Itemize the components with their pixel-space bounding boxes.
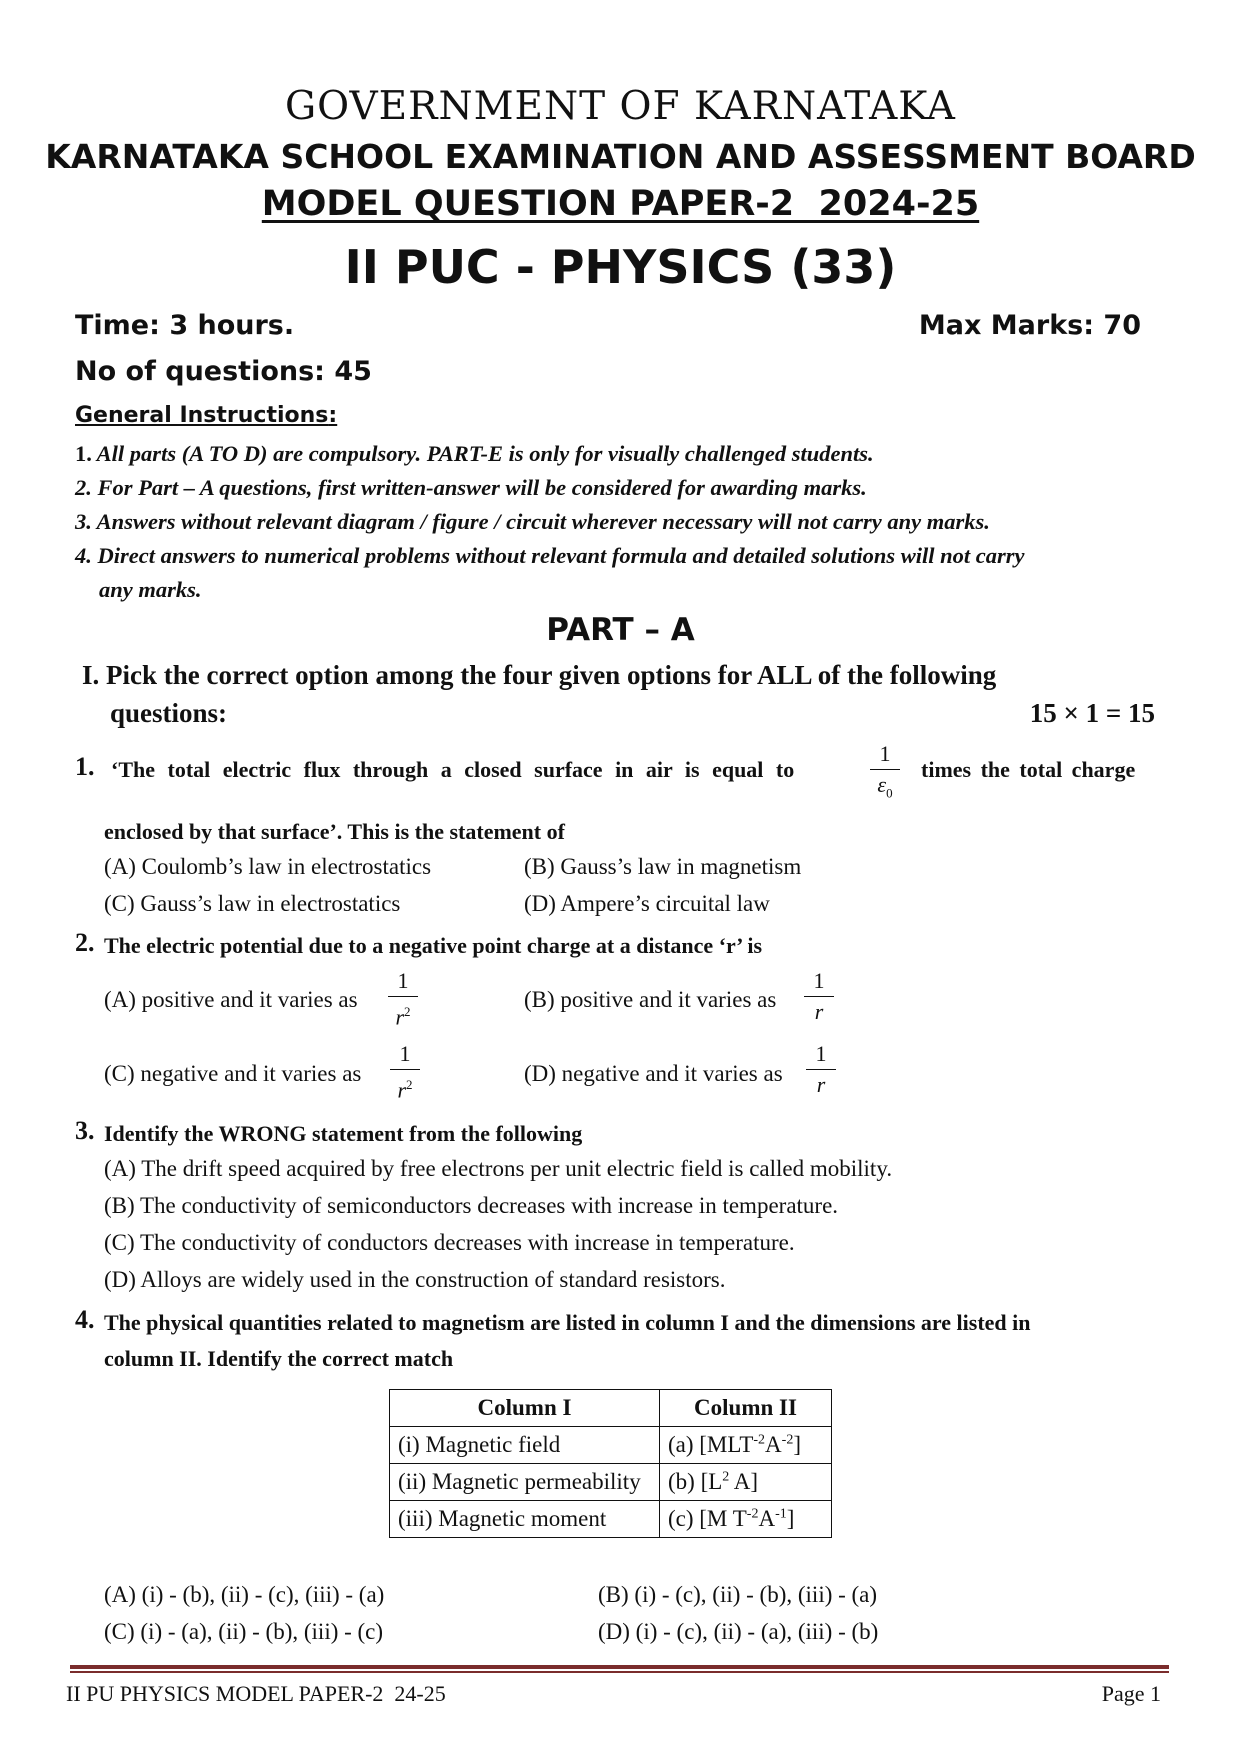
epsilon-subscript: 0 (886, 785, 893, 801)
table-cell (660, 1501, 832, 1538)
r-symbol: r (395, 1004, 405, 1030)
question-text: Identify the WRONG statement from the following (104, 1121, 583, 1146)
table-cell (660, 1427, 832, 1464)
dimension-text: ] (750, 1469, 759, 1494)
option-c: (C) (i) - (a), (ii) - (b), (iii) - (c) (104, 1619, 384, 1644)
footer-rule (70, 1665, 1169, 1669)
fraction-denominator: r (814, 999, 824, 1024)
dimension-text: ] (786, 1506, 795, 1531)
instructions-heading-text: General Instructions (75, 403, 329, 428)
option-b: (B) positive and it varies as (524, 987, 777, 1012)
dimension-exponent: -2 (753, 1432, 766, 1448)
option-c: (C) negative and it varies as (104, 1061, 362, 1086)
instruction-continuation: any marks. (99, 577, 202, 602)
option-d: (D) Alloys are widely used in the construction of standard resistors. (104, 1267, 726, 1292)
dimension-text: A (765, 1432, 782, 1457)
question-number: 3. (75, 1116, 95, 1145)
dimension-text: A (758, 1506, 776, 1531)
fraction-option-a (388, 968, 418, 1030)
dimension-text: A (729, 1469, 751, 1494)
dimension-text: ] (793, 1432, 802, 1457)
dimension-text: (c) [M T (668, 1506, 747, 1531)
option-b: (B) Gauss’s law in magnetism (524, 854, 802, 879)
fraction-numerator: 1 (399, 1041, 411, 1066)
fraction-bar (390, 1069, 420, 1070)
question-text-cont: enclosed by that surface’. This is the statement of (104, 819, 565, 844)
question-text: ‘The total electric flux through a closed surface in air is equal to (111, 757, 795, 782)
footer-rule-thin (70, 1671, 1169, 1673)
dimension-exponent: -1 (775, 1506, 787, 1522)
instruction-number: 4. (75, 543, 92, 568)
match-table (389, 1389, 832, 1538)
option-c: (C) The conductivity of conductors decreases with increase in temperature. (104, 1230, 795, 1255)
instruction-text: For Part – A questions, first written-answer will be considered for awarding marks. (97, 475, 867, 500)
fraction-denominator (388, 999, 418, 1030)
fraction-numerator: 1 (815, 1041, 827, 1066)
instruction-number: 1. (75, 441, 92, 466)
fraction-option-b (804, 968, 834, 1025)
table-cell: (iii) Magnetic moment (390, 1501, 660, 1538)
fraction-numerator: 1 (879, 741, 891, 766)
exponent: 2 (406, 1077, 413, 1092)
section-instruction-cont: questions: (110, 698, 228, 728)
question-number: 4. (75, 1305, 95, 1334)
fraction-bar (870, 769, 900, 770)
dimension-exponent: -2 (746, 1506, 759, 1522)
option-a: (A) Coulomb’s law in electrostatics (104, 854, 432, 879)
instruction-number: 2. (75, 475, 92, 500)
government-title: GOVERNMENT OF KARNATAKA (285, 84, 956, 129)
max-marks: Max Marks: 70 (918, 310, 1141, 341)
question-count: No of questions: 45 (75, 356, 372, 387)
option-a: (A) positive and it varies as (104, 987, 358, 1012)
instruction-item (75, 471, 1155, 505)
option-a: (A) The drift speed acquired by free electrons per unit electric field is called mobility. (104, 1156, 893, 1181)
board-title: KARNATAKA SCHOOL EXAMINATION AND ASSESSMENT BOARD (45, 137, 1196, 176)
column-header: Column II (660, 1390, 832, 1427)
instruction-item (75, 505, 1155, 539)
table-row (390, 1501, 832, 1538)
dimension-exponent: -2 (781, 1432, 794, 1448)
paper-title-text: MODEL QUESTION PAPER-2 2024-25 (261, 184, 980, 224)
page-number: Page 1 (1101, 1681, 1161, 1706)
table-row (390, 1427, 832, 1464)
option-d: (D) negative and it varies as (524, 1061, 783, 1086)
option-b: (B) The conductivity of semiconductors decreases with increase in temperature. (104, 1193, 839, 1218)
option-b: (B) (i) - (c), (ii) - (b), (iii) - (a) (598, 1582, 878, 1607)
option-d: (D) Ampere’s circuital law (524, 891, 770, 916)
option-d: (D) (i) - (c), (ii) - (a), (iii) - (b) (598, 1619, 879, 1644)
fraction-numerator: 1 (397, 968, 409, 993)
part-heading: PART – A (546, 612, 695, 648)
fraction-bar (804, 996, 834, 997)
instruction-item (75, 539, 1155, 573)
exponent: 2 (404, 1004, 411, 1019)
table-cell: (i) Magnetic field (390, 1427, 660, 1464)
instructions-heading (75, 403, 337, 428)
question-number: 1. (75, 752, 95, 781)
table-header-row (390, 1390, 832, 1427)
instructions-heading-colon: : (328, 403, 338, 428)
table-cell: (ii) Magnetic permeability (390, 1464, 660, 1501)
option-c: (C) Gauss’s law in electrostatics (104, 891, 401, 916)
instruction-item (75, 437, 1155, 471)
instruction-text: Answers without relevant diagram / figure / circuit wherever necessary will not carry any marks. (96, 509, 990, 534)
table-cell (660, 1464, 832, 1501)
instruction-text: Direct answers to numerical problems without relevant formula and detailed solutions will not carry (97, 543, 1025, 568)
fraction-one-over-epsilon (870, 741, 900, 801)
instruction-text: All parts (A TO D) are compulsory. PART-E is only for visually challenged students. (96, 441, 874, 466)
column-header: Column I (390, 1390, 660, 1427)
question-text: The electric potential due to a negative point charge at a distance ‘r’ is (104, 933, 763, 958)
question-text: The physical quantities related to magnetism are listed in column I and the dimensions are listed in (104, 1310, 1031, 1335)
r-symbol: r (397, 1077, 407, 1103)
option-a: (A) (i) - (b), (ii) - (c), (iii) - (a) (104, 1582, 385, 1607)
question-text-cont: times the total charge (921, 757, 1136, 782)
instruction-number: 3. (75, 509, 92, 534)
fraction-bar (388, 996, 418, 997)
footer-title: II PU PHYSICS MODEL PAPER-2 24-25 (66, 1681, 446, 1706)
section-instruction: I. Pick the correct option among the four given options for ALL of the following (82, 660, 997, 690)
dimension-text: (b) [L (668, 1469, 723, 1494)
fraction-denominator (870, 772, 900, 801)
paper-title (0, 184, 1241, 224)
fraction-option-d (806, 1041, 836, 1098)
epsilon-symbol: ε (877, 772, 887, 797)
fraction-numerator: 1 (813, 968, 825, 993)
subject-title: II PUC - PHYSICS (33) (344, 240, 897, 294)
dimension-exponent: 2 (722, 1469, 730, 1485)
fraction-denominator: r (816, 1072, 826, 1097)
table-row (390, 1464, 832, 1501)
dimension-text: (a) [MLT (668, 1432, 754, 1457)
fraction-bar (806, 1069, 836, 1070)
question-text-cont: column II. Identify the correct match (104, 1346, 454, 1371)
section-marks: 15 × 1 = 15 (1029, 698, 1155, 728)
fraction-denominator (390, 1072, 420, 1103)
fraction-option-c (390, 1041, 420, 1103)
exam-time: Time: 3 hours. (75, 310, 295, 341)
question-number: 2. (75, 928, 95, 957)
